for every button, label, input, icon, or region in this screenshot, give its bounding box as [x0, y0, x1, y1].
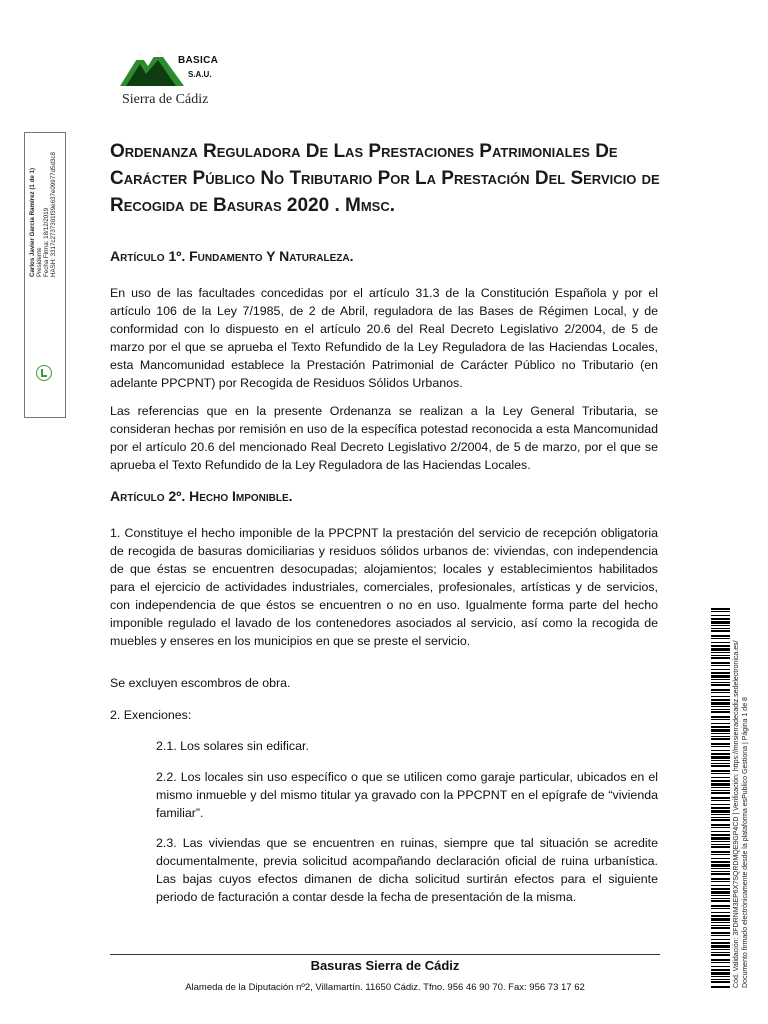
barcode-bar: [711, 959, 730, 961]
barcode-bar: [711, 804, 730, 805]
barcode-bar: [711, 932, 730, 934]
barcode-bar: [711, 655, 730, 656]
barcode-bar: [711, 972, 730, 975]
signature-box: [24, 132, 66, 418]
barcode-bar: [711, 790, 730, 791]
mountain-logo-icon: [118, 44, 188, 92]
barcode-bar: [711, 780, 730, 782]
barcode-bar: [711, 942, 730, 944]
signature-check-icon: [36, 365, 52, 381]
article-2-exemptions-label: 2. Exenciones:: [110, 708, 192, 722]
barcode-bar: [711, 851, 730, 853]
barcode-bar: [711, 738, 730, 740]
barcode-bar: [711, 834, 730, 836]
barcode-bar: [711, 952, 730, 953]
barcode-bar: [711, 657, 730, 659]
signer-name: Carlos Javier García Ramírez (1 de 1): [29, 167, 36, 277]
barcode-bar: [711, 777, 730, 778]
barcode-bar: [711, 954, 730, 956]
barcode-bar: [711, 729, 730, 732]
barcode-bar: [711, 787, 730, 788]
barcode-bar: [711, 760, 730, 761]
barcode-bar: [711, 709, 730, 710]
article-1-heading: Artículo 1º. Fundamento Y Naturaleza.: [110, 248, 354, 264]
barcode-bar: [711, 625, 730, 626]
barcode-bar: [711, 652, 730, 653]
article-1-paragraph-2: Las referencias que en la presente Ordenanza se realizan a la Ley General Tributaria, se consideran hechas por remisión en uso de la específica potestad reconocida a esta Mancomunidad por el artículo 20.6 del mencionado Real Decreto Legislativo 2/2004, de 5 de marzo, por el que se aprueba el Texto Refundido de la Ley Reguladora de las Haciendas Locales.: [110, 404, 658, 472]
barcode-bar: [711, 831, 730, 832]
barcode-bar: [711, 881, 730, 882]
barcode-bar: [711, 895, 730, 896]
barcode-bar: [711, 773, 730, 774]
barcode-bar: [711, 861, 730, 863]
barcode-bar: [711, 763, 730, 764]
barcode-bar: [711, 706, 730, 707]
barcode-bar: [711, 783, 730, 786]
barcode-bar: [711, 797, 730, 799]
barcode-bar: [711, 868, 730, 869]
barcode-bar: [711, 726, 730, 728]
signer-role: Presidente: [36, 247, 43, 277]
barcode-bar: [711, 858, 730, 859]
barcode-bar: [711, 753, 730, 755]
barcode-bar: [711, 669, 730, 670]
barcode-bar: [711, 981, 730, 983]
barcode-bar: [711, 949, 730, 950]
barcode-bar: [711, 733, 730, 734]
barcode-bar: [711, 800, 730, 801]
article-2-exclusion: Se excluyen escombros de obra.: [110, 676, 291, 690]
barcode-bar: [711, 665, 730, 666]
barcode-bar: [711, 711, 730, 713]
barcode-bar: [711, 648, 730, 651]
barcode-bar: [711, 716, 730, 718]
company-logo: [112, 40, 252, 112]
barcode-bar: [711, 750, 730, 751]
barcode-bar: [711, 618, 730, 620]
barcode-bar: [711, 905, 730, 907]
barcode-bar: [711, 854, 730, 855]
barcode-bar: [711, 900, 730, 902]
barcode-bar: [711, 736, 730, 737]
verification-line-1: Cód. Validación: 3FDRNM3EP6X7SQRDMQE9GP4CD | Verificación: https://mnsierradecadiz.sedelectronica.es/: [733, 640, 740, 988]
verification-line-2: Documento firmado electrónicamente desde la plataforma esPublico Gestiona | Página 1 de 8: [741, 697, 749, 988]
barcode-bar: [711, 765, 730, 767]
barcode-bar: [711, 679, 730, 680]
barcode-bar: [711, 888, 730, 890]
barcode-bar: [711, 723, 730, 724]
barcode-bar: [711, 927, 730, 929]
footer-title: Basuras Sierra de Cádiz: [310, 958, 460, 973]
barcode-bar: [711, 873, 730, 875]
barcode-bar: [711, 635, 730, 637]
exemption-2-1: 2.1. Los solares sin edificar.: [156, 739, 309, 753]
barcode-bar: [711, 817, 730, 818]
barcode-bar: [711, 792, 730, 794]
barcode-bar: [711, 908, 730, 909]
barcode-bar: [711, 878, 730, 880]
barcode-bar: [711, 611, 730, 612]
barcode-bar: [711, 844, 730, 845]
barcode-bar: [711, 743, 730, 745]
article-1-paragraph-1: En uso de las facultades concedidas por el artículo 31.3 de la Constitución Española y por el artículo 106 de la Ley 7/1985, de 2 de Abril, reguladora de las Bases de Régimen Local, y de conformidad con lo dispuesto en el artículo 20.6 del Real Decreto Legislativo 2/2004, de 5 de marzo por el que se aprueba el Texto Refundido de la Ley Reguladora de las Haciendas Locales, esta Mancomunidad establece la Prestación Patrimonial de Carácter Público no Tributario (en adelante PPCPNT) por Recogida de Residuos Sólidos Urbanos.: [110, 286, 658, 390]
barcode-bar: [711, 615, 730, 616]
barcode-bar: [711, 642, 730, 643]
barcode-bar: [711, 699, 730, 701]
barcode-bar: [711, 966, 730, 967]
barcode-bar: [711, 608, 730, 610]
exemption-2-3: 2.3. Las viviendas que se encuentren en ruinas, siempre que tal situación se acredite documentalmente, previa solicitud acompañando declaración oficial de ruina urbanística. Las bajas cuyos efectos dimanen de dicha solicitud surtirán efectos para el siguiente periodo de facturación a contar desde la fecha de presentación de la misma.: [156, 836, 658, 904]
barcode-bar: [711, 770, 730, 772]
barcode-bar: [711, 814, 730, 815]
barcode-bar: [711, 645, 730, 647]
barcode-bar: [711, 662, 730, 664]
barcode-bar: [711, 692, 730, 693]
barcode-bar: [711, 969, 730, 971]
barcode-bar: [711, 922, 730, 923]
barcode-bar: [711, 986, 730, 988]
barcode-bar: [711, 621, 730, 624]
logo-place: Sierra de Cádiz: [122, 92, 209, 107]
barcode-bar: [711, 824, 730, 826]
article-2-heading: Artículo 2º. Hecho Imponible.: [110, 488, 293, 504]
article-2-paragraph-1: 1. Constituye el hecho imponible de la PPCPNT la prestación del servicio de recepción obligatoria de recogida de basuras domiciliarias y residuos sólidos urbanos de: viviendas, con independencia de que éstas se encuentren desocupadas; alojamientos; locales y establecimientos habilitados para el ejercicio de actividades industriales, comerciales, profesionales, artísticas y de servicios, con independencia de que éstos se encuentren o no en uso. Igualmente forma parte del hecho imponible regulado el lavado de los contenedores asociados al servicio, así como la recogida de muebles y enseres en los municipios en que se preste el servicio.: [110, 526, 658, 648]
logo-suffix: S.A.U.: [188, 70, 212, 79]
signature-hash: HASH: 3317c2737301f39e637e09977d5d3c8: [50, 152, 57, 277]
barcode-bar: [711, 841, 730, 842]
barcode-bar: [711, 935, 730, 936]
barcode-bar: [711, 864, 730, 867]
barcode-bar: [711, 925, 730, 926]
barcode-bar: [711, 819, 730, 821]
barcode-bar: [711, 682, 730, 683]
document-title: Ordenanza Reguladora De Las Prestaciones Patrimoniales De Carácter Público No Tributario Por La Prestación Del Servicio de Recogida de Basuras 2020 . Mmsc.: [110, 141, 660, 216]
verification-text: [733, 608, 750, 988]
footer-divider: [110, 954, 660, 955]
barcode-bar: [711, 689, 730, 691]
barcode-bar: [711, 746, 730, 747]
footer-address: Alameda de la Diputación nº2, Villamartín. 11650 Cádiz. Tfno. 956 46 90 70. Fax: 956 73 17 62: [185, 982, 585, 993]
barcode-bar: [711, 719, 730, 720]
barcode-bar: [711, 976, 730, 977]
signature-text: [29, 137, 57, 277]
barcode-bar: [711, 696, 730, 697]
barcode-bar: [711, 837, 730, 840]
signature-date: Fecha Firma: 18/12/2019: [43, 207, 50, 277]
barcode-bar: [711, 912, 730, 913]
barcode: [711, 608, 730, 988]
barcode-bar: [711, 891, 730, 894]
barcode-bar: [711, 807, 730, 809]
barcode-bar: [711, 810, 730, 813]
barcode-bar: [711, 871, 730, 872]
barcode-bar: [711, 915, 730, 917]
barcode-bar: [711, 918, 730, 921]
barcode-bar: [711, 684, 730, 686]
barcode-bar: [711, 630, 730, 632]
logo-brand: BASICA: [178, 55, 219, 66]
barcode-bar: [711, 979, 730, 980]
barcode-bar: [711, 756, 730, 759]
barcode-bar: [711, 898, 730, 899]
barcode-bar: [711, 638, 730, 639]
barcode-bar: [711, 675, 730, 678]
exemption-2-2: 2.2. Los locales sin uso específico o que se utilicen como garaje particular, ubicados en el mismo inmueble y del mismo titular ya gravado con la PPCPNT en el epígrafe de “vivienda familiar”.: [156, 770, 658, 820]
barcode-bar: [711, 702, 730, 705]
barcode-bar: [711, 846, 730, 848]
barcode-bar: [711, 945, 730, 948]
barcode-bar: [711, 962, 730, 963]
barcode-bar: [711, 628, 730, 629]
barcode-bar: [711, 827, 730, 828]
barcode-bar: [711, 885, 730, 886]
barcode-bar: [711, 672, 730, 674]
barcode-bar: [711, 939, 730, 940]
